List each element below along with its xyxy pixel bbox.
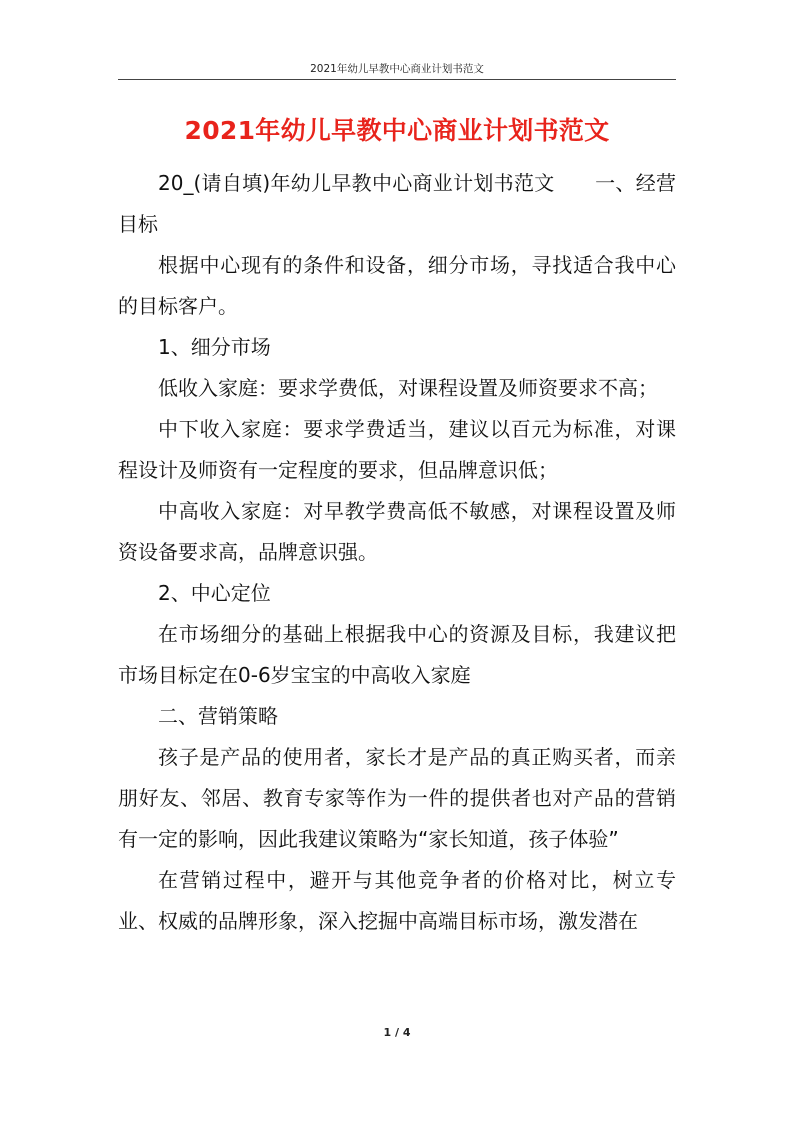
document-body	[118, 163, 676, 942]
document-title: 2021年幼儿早教中心商业计划书范文	[184, 116, 610, 145]
paragraph: 中下收入家庭：要求学费适当，建议以百元为标准，对课程设计及师资有一定程度的要求，但品牌意识低；	[118, 417, 676, 482]
section-heading: 二、营销策略	[158, 704, 278, 728]
section-heading: 2、中心定位	[158, 581, 271, 605]
paragraph: 中高收入家庭：对早教学费高低不敏感，对课程设置及师资设备要求高，品牌意识强。	[118, 499, 676, 564]
paragraph: 孩子是产品的使用者，家长才是产品的真正购买者，而亲朋好友、邻居、教育专家等作为一件的提供者也对产品的营销有一定的影响，因此我建议策略为“家长知道，孩子体验”	[118, 745, 676, 851]
page-number: 1 / 4	[383, 1026, 411, 1039]
paragraph: 20_(请自填)年幼儿早教中心商业计划书范文 一、经营目标	[118, 171, 676, 236]
paragraph: 在营销过程中，避开与其他竞争者的价格对比，树立专业、权威的品牌形象，深入挖掘中高端目标市场，激发潜在	[118, 868, 676, 933]
paragraph: 低收入家庭：要求学费低，对课程设置及师资要求不高；	[158, 376, 658, 400]
running-header: 2021年幼儿早教中心商业计划书范文	[310, 63, 484, 75]
paragraph: 根据中心现有的条件和设备，细分市场，寻找适合我中心的目标客户。	[118, 253, 676, 318]
header-divider	[118, 79, 676, 80]
section-heading: 1、细分市场	[158, 335, 271, 359]
paragraph: 在市场细分的基础上根据我中心的资源及目标，我建议把市场目标定在0-6岁宝宝的中高收入家庭	[118, 622, 676, 687]
